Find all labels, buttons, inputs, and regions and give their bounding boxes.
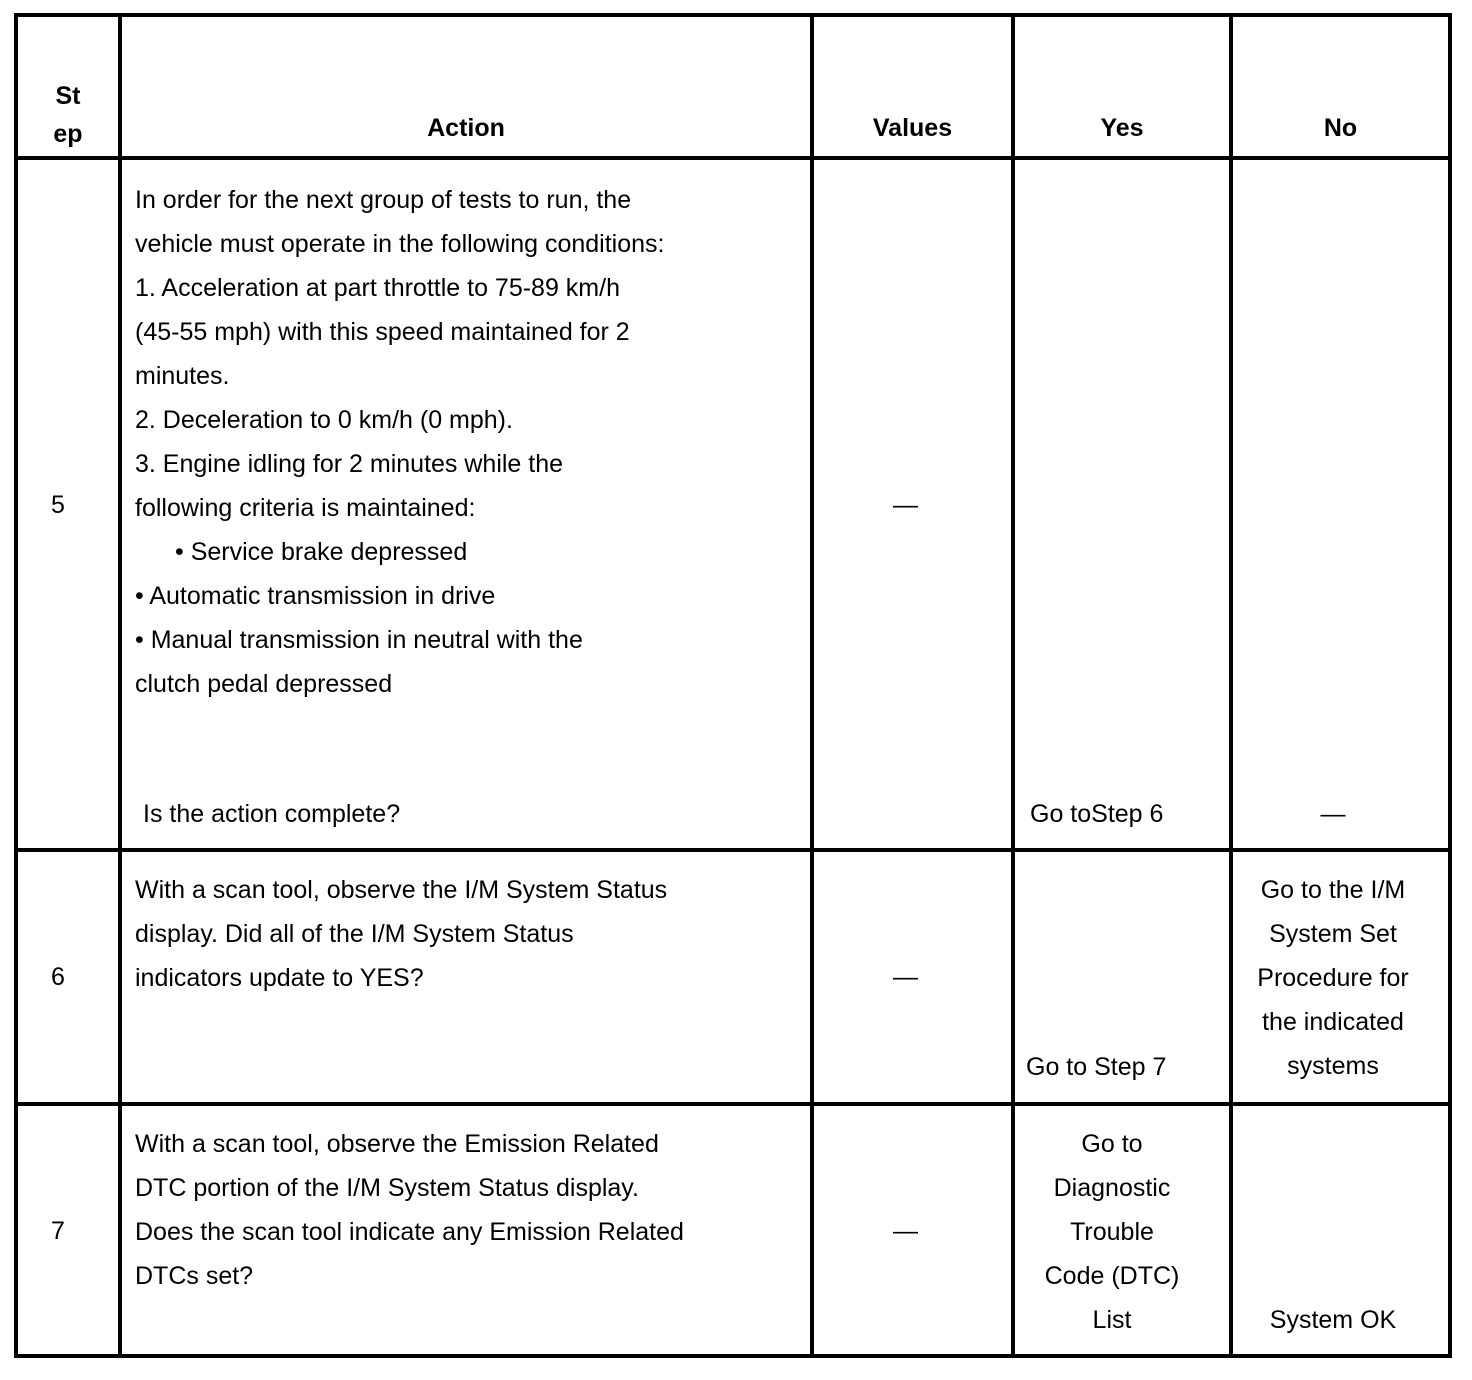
action-bullet: • Service brake depressed — [175, 538, 468, 566]
action-line: 1. Acceleration at part throttle to 75-89 km/h — [135, 274, 620, 302]
no-line: the indicated — [1262, 1008, 1404, 1036]
action-text — [135, 178, 664, 706]
yes-line: Code (DTC) — [1044, 1262, 1180, 1290]
values-cell: — — [893, 491, 918, 519]
step-number: 5 — [51, 491, 65, 519]
action-line: minutes. — [135, 362, 230, 390]
column-divider — [1229, 17, 1233, 1354]
action-line: 3. Engine idling for 2 minutes while the — [135, 450, 564, 478]
diagnostic-table — [14, 13, 1452, 1358]
column-divider — [118, 17, 122, 1354]
yes-line: Trouble — [1070, 1218, 1154, 1246]
no-line: System Set — [1269, 920, 1397, 948]
action-line: following criteria is maintained: — [135, 494, 476, 522]
column-divider — [810, 17, 814, 1354]
row-divider — [18, 156, 1448, 160]
step-number: 7 — [51, 1217, 65, 1245]
action-line: With a scan tool, observe the I/M System Status — [135, 876, 668, 904]
action-line: DTC portion of the I/M System Status display. — [135, 1174, 639, 1202]
action-line: display. Did all of the I/M System Status — [135, 920, 574, 948]
action-bullet: • Manual transmission in neutral with the — [135, 626, 583, 654]
yes-line: List — [1092, 1306, 1132, 1334]
header-no: No — [1323, 114, 1358, 142]
action-bullet: • Automatic transmission in drive — [135, 582, 496, 610]
no-cell: — — [1320, 800, 1346, 828]
no-line: Procedure for — [1257, 964, 1409, 992]
values-cell: — — [893, 963, 918, 991]
action-line: DTCs set? — [135, 1262, 254, 1290]
action-line: indicators update to YES? — [135, 964, 424, 992]
step-number: 6 — [51, 963, 65, 991]
values-cell: — — [893, 1217, 918, 1245]
action-text — [135, 1122, 684, 1298]
action-text — [135, 868, 667, 1000]
yes-line: Go to — [1081, 1130, 1143, 1158]
action-line: In order for the next group of tests to run, the — [135, 186, 632, 214]
header-values: Values — [872, 114, 953, 142]
action-line: clutch pedal depressed — [135, 670, 393, 698]
no-line: Go to the I/M — [1260, 876, 1406, 904]
no-line: systems — [1287, 1052, 1379, 1080]
action-line: With a scan tool, observe the Emission Related — [135, 1130, 659, 1158]
header-step-line1: St — [55, 82, 81, 110]
yes-cell: Go toStep 6 — [1030, 800, 1164, 828]
no-cell: System OK — [1269, 1306, 1397, 1334]
header-step-line2: ep — [53, 120, 83, 148]
action-line: Does the scan tool indicate any Emission Related — [135, 1218, 684, 1246]
action-line: 2. Deceleration to 0 km/h (0 mph). — [135, 406, 513, 434]
header-step — [18, 77, 118, 153]
yes-cell: Go to Step 7 — [1026, 1053, 1167, 1081]
action-line: vehicle must operate in the following conditions: — [135, 230, 665, 258]
row-divider — [18, 1102, 1448, 1106]
no-cell — [1233, 868, 1433, 1088]
action-line: (45-55 mph) with this speed maintained for 2 — [135, 318, 630, 346]
header-yes: Yes — [1100, 114, 1144, 142]
header-action: Action — [427, 114, 505, 142]
action-question: Is the action complete? — [143, 800, 401, 828]
yes-cell — [1015, 1122, 1209, 1342]
yes-line: Diagnostic — [1053, 1174, 1171, 1202]
row-divider — [18, 848, 1448, 852]
